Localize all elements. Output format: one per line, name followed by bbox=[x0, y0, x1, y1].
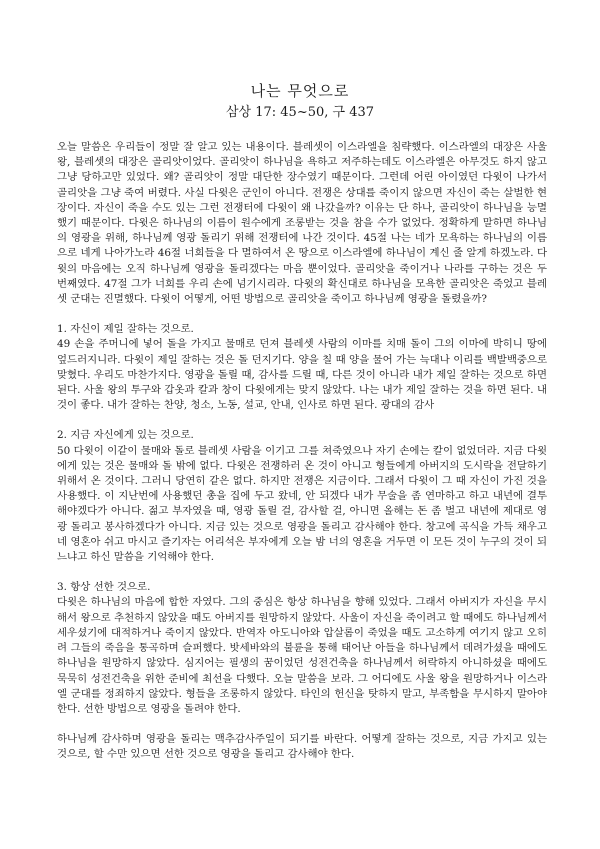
closing-paragraph: 하나님께 감사하며 영광을 돌리는 맥추감사주일이 되기를 바란다. 어떻게 잘하는 것으로, 지금 가지고 있는 것으로, 할 수만 있으면 선한 것으로 영광을 돌리고 감사해야 한다. bbox=[57, 733, 547, 761]
paragraph-gap bbox=[57, 565, 547, 580]
scripture-reference: 삼상 17: 45~50, 구 437 bbox=[225, 105, 375, 120]
section-1-text: 49 손을 주머니에 넣어 돌을 가지고 물매로 던져 블레셋 사람의 이마를 치매 돌이 그의 이마에 박히니 땅에 엎드러지니라. 다윗이 제일 잘하는 것은 돌 던지기다. 양을 칠 때 양을 물어 가는 늑대나 이리를 백발백중으로 맞혔다. 우리도 마찬가지다. 영광을 돌릴 때, 감사를 드릴 때, 다른 것이 아니라 내가 제일 잘하는 것으로 하면 된다. 사울 왕의 투구와 갑옷과 칼과 창이 다윗에게는 맞지 않았다. 나는 내가 제일 잘하는 것을 하면 된다. 내 것이 좋다. 내가 잘하는 찬양, 청소, 노동, 설교, 안내, 인사로 하면 된다. 광대의 감사 bbox=[57, 338, 547, 412]
sermon-body bbox=[57, 140, 547, 763]
paragraph-gap bbox=[57, 413, 547, 428]
section-2-heading: 2. 지금 자신에게 있는 것으로. bbox=[57, 429, 194, 442]
intro-paragraph: 오늘 말씀은 우리들이 정말 잘 알고 있는 내용이다. 블레셋이 이스라엘을 침략했다. 이스라엘의 대장은 사울 왕, 블레셋의 대장은 골리앗이었다. 골리앗이 하나님을 욕하고 저주하는데도 이스라엘은 아무것도 하지 않고 그냥 당하고만 있었다. 왜? 골리앗이 정말 대단한 장수였기 때문이다. 그런데 어린 아이였던 다윗이 나가서 골리앗을 그냥 죽여 버렸다. 사실 다윗은 군인이 아니다. 전쟁은 상대를 죽이지 않으면 자신이 죽는 살벌한 현장이다. 자신이 죽을 수도 있는 그런 전쟁터에 다윗이 왜 나갔을까? 이유는 단 하나, 골리앗이 하나님을 능멸했기 때문이다. 다윗은 하나님의 이름이 원수에게 조롱받는 것을 참을 수가 없었다. 정확하게 말하면 하나님의 영광을 위해, 하나님께 영광 돌리기 위해 전쟁터에 나간 것이다. 45절 나는 네가 모욕하는 하나님의 이름으로 네게 나아가노라 46절 너희들을 다 멸하여서 온 땅으로 이스라엘에 하나님이 계신 줄 알게 하겠노라. 다윗의 마음에는 오직 하나님께 영광을 돌리겠다는 마음 뿐이었다. 골리앗을 죽이거나 나라를 구하는 것은 두 번째였다. 47절 그가 너희를 우리 손에 넘기시리라. 다윗의 확신대로 하나님을 모욕한 골리앗은 죽었고 블레셋 군대는 진멸했다. 다윗이 어떻게, 어떤 방법으로 골리앗을 죽이고 하나님께 영광을 돌렸을까? bbox=[57, 141, 547, 306]
paragraph-gap bbox=[57, 717, 547, 732]
section-2-text: 50 다윗이 이같이 물매와 돌로 블레셋 사람을 이기고 그를 쳐죽였으나 자기 손에는 칼이 없었더라. 지금 다윗에게 있는 것은 물매와 돌 밖에 없다. 다윗은 전쟁하러 온 것이 아니고 형들에게 아버지의 도시락을 전달하기 위해서 온 것이다. 그러니 당연히 같은 없다. 하지만 전쟁은 지금이다. 그래서 다윗이 그 때 자신이 가진 것을 사용했다. 이 지난번에 사용했던 총을 집에 두고 왔네, 안 되겠다 내가 무술을 좀 연마하고 하고 내년에 결투해야겠다가 아니다. 젊고 부자였을 때, 영광 돌릴 걸, 감사할 걸, 아니면 올해는 돈 좀 벌고 내년에 제대로 영광 돌리고 봉사하겠다가 아니다. 지금 있는 것으로 영광을 돌리고 감사해야 한다. 창고에 곡식을 가득 채우고 네 영혼아 쉬고 마시고 즐기자는 어리석은 부자에게 오늘 밤 너의 영혼을 거두면 이 모든 것이 누구의 것이 되느냐고 하신 말씀을 기억해야 한다. bbox=[57, 444, 547, 564]
section-1-heading: 1. 자신이 제일 잘하는 것으로. bbox=[57, 323, 194, 336]
page-title: 나는 무엇으로 bbox=[250, 82, 350, 100]
paragraph-gap bbox=[57, 307, 547, 322]
section-3-text: 다윗은 하나님의 마음에 합한 자였다. 그의 중심은 항상 하나님을 향해 있었다. 그래서 아버지가 자신을 무시해서 왕으로 추천하지 않았을 때도 아버지를 원망하지 않았다. 사울이 자신을 죽이려고 할 때에도 하나님께서 세우셨기에 대적하거나 죽이지 않았다. 반역자 아도니아와 압살롬이 죽었을 때도 고소하게 여기지 않고 오히려 그들의 죽음을 통곡하며 슬퍼했다. 밧세바와의 불륜을 통해 태어난 아들을 하나님께서 데려가셨을 때에도 하나님을 원망하지 않았다. 심지어는 필생의 꿈이었던 성전건축을 하나님께서 허락하지 아니하셨을 때에도 묵묵히 성전건축을 위한 준비에 최선을 다했다. 오늘 말씀을 보라. 그 어디에도 사울 왕을 원망하거나 이스라엘 군대를 정죄하지 않았다. 형들을 조롱하지 않았다. 타인의 헌신을 탓하지 말고, 부족함을 무시하지 말아야 한다. 선한 방법으로 영광을 돌려야 한다. bbox=[57, 596, 547, 715]
section-3-heading: 3. 항상 선한 것으로. bbox=[57, 581, 151, 594]
